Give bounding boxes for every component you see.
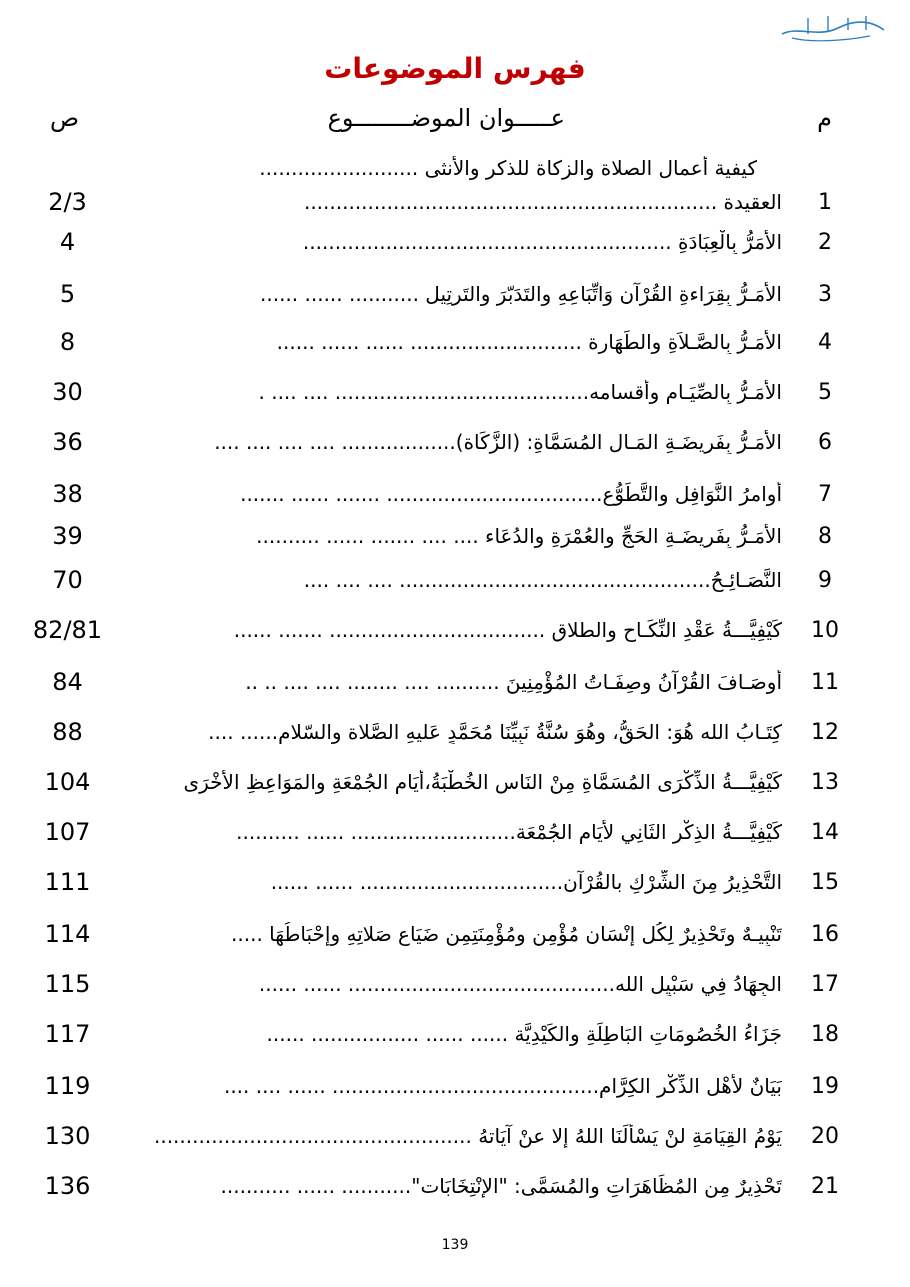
toc-row-title: كَيْفِيَّـــةُ عَقْدِ النِّكَـاح والطلاق .................................. ....... ...... <box>233 618 782 642</box>
toc-row-title: التَّحْذِيرُ مِنَ الشِّرْكِ بالقُرْآنِ................................ ...... ...... <box>270 870 782 894</box>
toc-row-title: الأَمَـرُّ بِفَرِيضَـةِ المَـالِ المُسَمَّاةِ: (الزَّكَاة).................. .... .... .... .... <box>214 430 782 454</box>
toc-row-number: 20 <box>811 1124 839 1149</box>
toc-row-number: 19 <box>811 1074 839 1099</box>
toc-row-number: 9 <box>818 568 832 593</box>
toc-row-page: 8 <box>59 328 76 356</box>
toc-row-title: كِتَـابُ الله هُوَ: الحَقُّ، وهُوَ سُنَّةُ نَبِيِّنَا مُحَمَّدٍ عَليهِ الصَّلاة والسّلام...... .... <box>208 720 782 744</box>
toc-row <box>0 764 910 804</box>
toc-row-number: 15 <box>811 870 839 895</box>
toc-row-number: 5 <box>818 380 832 405</box>
toc-row-page: 117 <box>44 1020 91 1048</box>
toc-row <box>0 424 910 464</box>
toc-row-number: 7 <box>818 482 832 507</box>
toc-row-title: تَنْبِيـهٌ وتَحْذِيرٌ لِكُلِ إنْسَانٍ مُؤْمِنٍ ومُؤْمِنَتِمِن ضَيَاعِ صَلاتِهِ وإحْبَاطُهَا ..... <box>231 922 782 946</box>
toc-row-title: النَّصَـائِـحُ................................................. .... .... .... <box>303 568 782 592</box>
toc-row-number: 3 <box>818 282 832 307</box>
toc-row-page: 107 <box>44 818 91 846</box>
column-header-topic: عـــــوان الموضــــــــوع <box>327 104 565 132</box>
toc-row-title: الأَمَـرُّ بِالصِّيَـام وأقسامه........................................ .... .... . <box>258 380 782 404</box>
toc-row <box>0 562 910 602</box>
toc-row-number: 8 <box>818 524 832 549</box>
column-header-number: م <box>817 104 832 132</box>
toc-row <box>0 156 910 224</box>
toc-row-number: 14 <box>811 820 839 845</box>
page-number: 139 <box>441 1237 469 1253</box>
toc-row-number: 18 <box>811 1022 839 1047</box>
toc-row-page: 136 <box>44 1172 91 1200</box>
column-header-page: ص <box>50 104 80 132</box>
toc-row-page: 104 <box>44 768 91 796</box>
toc-row-page: 2/3 <box>48 188 87 216</box>
toc-row-number: 16 <box>811 922 839 947</box>
toc-row-page: 82/81 <box>32 616 103 644</box>
toc-row-number: 11 <box>811 670 839 695</box>
toc-row-page: 119 <box>44 1072 91 1100</box>
toc-row-number: 1 <box>818 190 832 215</box>
toc-row <box>0 1068 910 1108</box>
toc-row <box>0 518 910 558</box>
toc-row-title: الأَمَـرُّ بِفَرِيضَـةِ الحَجِّ والعُمْرَةِ والدُعَاء .... .... ....... ...... .......... <box>256 524 782 548</box>
toc-row-page: 5 <box>59 280 76 308</box>
toc-row-title: كَيْفِيَّـــةُ الذِكْرِ الثَانِي لأيَامِ الجُمْعَة.......................... ...... .......... <box>236 820 782 844</box>
toc-row <box>0 1118 910 1158</box>
toc-row-page: 114 <box>44 920 91 948</box>
toc-row-title: الجِهَادُ فِي سَبْيِلِ الله.......................................... ...... ...... <box>258 972 782 996</box>
toc-row-title-line1: كيفية أعمال الصلاة والزكاة للذكر والأنثى ......................... <box>259 156 757 180</box>
toc-row-number: 13 <box>811 770 839 795</box>
toc-row <box>0 916 910 956</box>
toc-row <box>0 714 910 754</box>
toc-row-page: 36 <box>52 428 83 456</box>
toc-row <box>0 324 910 364</box>
toc-row-page: 38 <box>52 480 83 508</box>
calligraphy-logo <box>778 8 888 46</box>
toc-row-title: يَوْمُ القِيَامَةِ لنْ يَسْأَلَنَا اللهُ إلا عنْ آيَاتهُ .................................................. <box>153 1124 782 1148</box>
toc-row <box>0 664 910 704</box>
toc-row-number: 4 <box>818 330 832 355</box>
toc-row <box>0 814 910 854</box>
toc-row-number: 17 <box>811 972 839 997</box>
toc-row-title: جَزَاءُ الخُصُومَاتِ البَاطِلَةِ والكَيْدِيَّة ...... ...... ................. ...... <box>266 1022 782 1046</box>
toc-row-number: 10 <box>811 618 839 643</box>
toc-row <box>0 966 910 1006</box>
toc-row-title: كَيْفِيَّـــةُ الذِّكْرَى المُسَمَّاةِ مِنْ النَاسِ الخُطْبَةُ،أيَام الجُمْعَةِ والمَوَاعِظِ الأُخْرَى <box>183 770 782 794</box>
toc-row <box>0 224 910 264</box>
toc-row-title: تَحْذِيرٌ مِن المُظَاهَرَاتِ والمُسَمَّى: "الإنْتِخَابَات"........... ...... ........... <box>220 1174 782 1198</box>
toc-row-title: العقيدة ................................................................. <box>303 190 782 214</box>
page-title: فهرس الموضوعات <box>324 52 586 85</box>
toc-row-page: 4 <box>59 228 76 256</box>
toc-row <box>0 1168 910 1208</box>
toc-row-number: 6 <box>818 430 832 455</box>
toc-row-number: 21 <box>811 1174 839 1199</box>
toc-row-page: 84 <box>52 668 83 696</box>
toc-row-page: 130 <box>44 1122 91 1150</box>
toc-row <box>0 612 910 652</box>
toc-row <box>0 1016 910 1056</box>
toc-row-page: 115 <box>44 970 91 998</box>
toc-row-title: بَيَانٌ لأَهْلِ الذِّكْرِ الكِرَّامِ.......................................... ...... .... .... <box>223 1074 782 1098</box>
toc-row-title: أَوامرُ النَّوَافِل والتَّطَوُّع.................................. ....... ...... ....... <box>240 482 782 506</box>
toc-row-number: 2 <box>818 230 832 255</box>
toc-row <box>0 276 910 316</box>
book-title-calligraphy <box>778 8 888 46</box>
toc-row-title: أوصَـافَ القُرْآنُ وصِفَـاتُ المُؤْمِنِينَ .......... .... ........ .... .... .. .. <box>245 670 782 694</box>
toc-row <box>0 476 910 516</box>
toc-row-page: 88 <box>52 718 83 746</box>
toc-row-page: 39 <box>52 522 83 550</box>
toc-row <box>0 864 910 904</box>
toc-row-page: 111 <box>44 868 91 896</box>
toc-row-title: الأَمَـرُّ بِقِرَاءةِ القُرْآنِ وَاتِّبَاعِهِ والتَدَبّرَ والتَرتِيلِ ........... ...... ...... <box>260 282 782 306</box>
toc-row <box>0 374 910 414</box>
toc-row-number: 12 <box>811 720 839 745</box>
toc-row-title: الأَمَرُّ بِالْعِبَادَةِ .......................................................... <box>302 230 782 254</box>
toc-row-title: الأَمَـرُّ بِالصَّـلاَةِ والطَهَارة ........................... ...... ...... ...... <box>276 330 782 354</box>
toc-row-page: 30 <box>52 378 83 406</box>
toc-row-page: 70 <box>52 566 83 594</box>
